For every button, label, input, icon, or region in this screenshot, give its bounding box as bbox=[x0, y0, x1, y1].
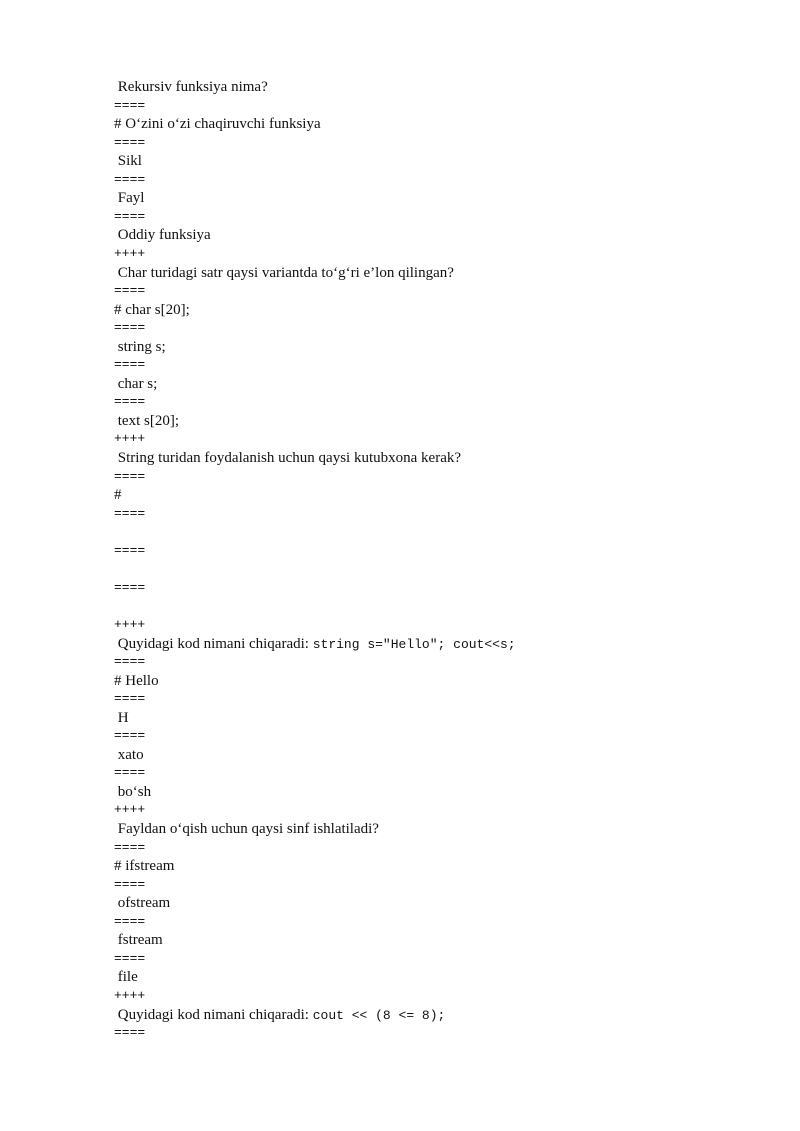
line-text: Sikl bbox=[114, 153, 142, 170]
line-text: Rekursiv funksiya nima? bbox=[114, 79, 268, 95]
line-text: ==== bbox=[114, 950, 146, 966]
answer-option bbox=[114, 225, 211, 245]
line-text: ==== bbox=[114, 579, 146, 595]
answer-option bbox=[114, 114, 321, 134]
line-text: ++++ bbox=[114, 802, 146, 818]
question-text bbox=[114, 634, 516, 654]
separator-line bbox=[114, 244, 145, 264]
answer-option bbox=[114, 411, 179, 431]
line-text: ==== bbox=[114, 171, 146, 187]
line-text: ++++ bbox=[114, 245, 146, 261]
line-text: ==== bbox=[114, 320, 146, 336]
line-text: H bbox=[114, 709, 129, 726]
separator-line bbox=[114, 504, 145, 524]
separator-line bbox=[114, 578, 145, 598]
answer-option bbox=[114, 374, 157, 394]
answer-option bbox=[114, 151, 142, 171]
line-text: ==== bbox=[114, 134, 146, 150]
line-text: ==== bbox=[114, 839, 146, 855]
line-text: # char s[20]; bbox=[114, 301, 190, 318]
line-text: ==== bbox=[114, 876, 146, 892]
separator-line bbox=[114, 133, 145, 153]
line-text: ==== bbox=[114, 1025, 146, 1041]
separator-line bbox=[114, 392, 145, 412]
answer-option bbox=[114, 485, 122, 505]
line-text: Oddiy funksiya bbox=[114, 227, 211, 244]
separator-line bbox=[114, 949, 145, 969]
line-text: Quyidagi kod nimani chiqaradi: bbox=[114, 1006, 313, 1023]
line-text: # ifstream bbox=[114, 858, 175, 875]
line-text: fstream bbox=[114, 932, 163, 949]
inline-code: string s="Hello"; cout<<s; bbox=[312, 636, 516, 652]
separator-line bbox=[114, 1023, 145, 1043]
line-text: ==== bbox=[114, 394, 146, 410]
separator-line bbox=[114, 96, 145, 116]
line-text: Quyidagi kod nimani chiqaradi: bbox=[114, 635, 313, 652]
separator-line bbox=[114, 207, 145, 227]
question-text bbox=[114, 819, 379, 839]
line-text: ==== bbox=[114, 765, 146, 781]
answer-option bbox=[114, 893, 170, 913]
answer-option bbox=[114, 782, 151, 802]
line-text: ==== bbox=[114, 468, 146, 484]
line-text: Fayl bbox=[114, 190, 145, 207]
line-text: Char turidagi satr qaysi variantda to‘g‘ri e’lon qilingan? bbox=[114, 264, 454, 281]
answer-option bbox=[114, 671, 159, 691]
line-text: string s; bbox=[114, 338, 166, 355]
answer-option bbox=[114, 930, 163, 950]
line-text: ++++ bbox=[114, 616, 146, 632]
line-text: ==== bbox=[114, 654, 146, 670]
separator-line bbox=[114, 875, 145, 895]
line-text: ==== bbox=[114, 505, 146, 521]
separator-line bbox=[114, 800, 145, 820]
inline-code: cout << (8 <= 8); bbox=[312, 1007, 446, 1023]
question-text bbox=[114, 448, 461, 468]
line-text: ofstream bbox=[114, 895, 171, 912]
line-text: # O‘zini o‘zi chaqiruvchi funksiya bbox=[114, 116, 321, 133]
answer-option bbox=[114, 708, 129, 728]
separator-line bbox=[114, 467, 145, 487]
separator-line bbox=[114, 429, 145, 449]
answer-option bbox=[114, 300, 190, 320]
separator-line bbox=[114, 355, 145, 375]
answer-option bbox=[114, 337, 166, 357]
separator-line bbox=[114, 541, 145, 561]
separator-line bbox=[114, 615, 145, 635]
line-text: char s; bbox=[114, 375, 158, 392]
line-text: xato bbox=[114, 746, 144, 763]
separator-line bbox=[114, 318, 145, 338]
line-text: # bbox=[114, 487, 122, 504]
line-text: ==== bbox=[114, 913, 146, 929]
line-text: ++++ bbox=[114, 987, 146, 1003]
question-text bbox=[114, 77, 268, 97]
line-text: String turidan foydalanish uchun qaysi kutubxona kerak? bbox=[114, 450, 462, 466]
question-text bbox=[114, 263, 454, 283]
separator-line bbox=[114, 912, 145, 932]
line-text: ==== bbox=[114, 542, 146, 558]
answer-option bbox=[114, 745, 144, 765]
line-text: ==== bbox=[114, 728, 146, 744]
line-text: ==== bbox=[114, 357, 146, 373]
line-text: # Hello bbox=[114, 672, 159, 689]
line-text: ==== bbox=[114, 208, 146, 224]
answer-option bbox=[114, 856, 174, 876]
line-text: file bbox=[114, 969, 138, 986]
line-text: bo‘sh bbox=[114, 783, 152, 800]
answer-option bbox=[114, 188, 144, 208]
separator-line bbox=[114, 763, 145, 783]
separator-line bbox=[114, 689, 145, 709]
answer-option bbox=[114, 967, 138, 987]
line-text: ==== bbox=[114, 97, 146, 113]
line-text: ==== bbox=[114, 283, 146, 299]
line-text: ++++ bbox=[114, 431, 146, 447]
separator-line bbox=[114, 652, 145, 672]
separator-line bbox=[114, 726, 145, 746]
line-text: text s[20]; bbox=[114, 412, 179, 429]
separator-line bbox=[114, 838, 145, 858]
separator-line bbox=[114, 281, 145, 301]
line-text: ==== bbox=[114, 691, 146, 707]
separator-line bbox=[114, 986, 145, 1006]
separator-line bbox=[114, 170, 145, 190]
line-text: Fayldan o‘qish uchun qaysi sinf ishlatiladi? bbox=[114, 821, 379, 837]
question-text bbox=[114, 1005, 445, 1025]
